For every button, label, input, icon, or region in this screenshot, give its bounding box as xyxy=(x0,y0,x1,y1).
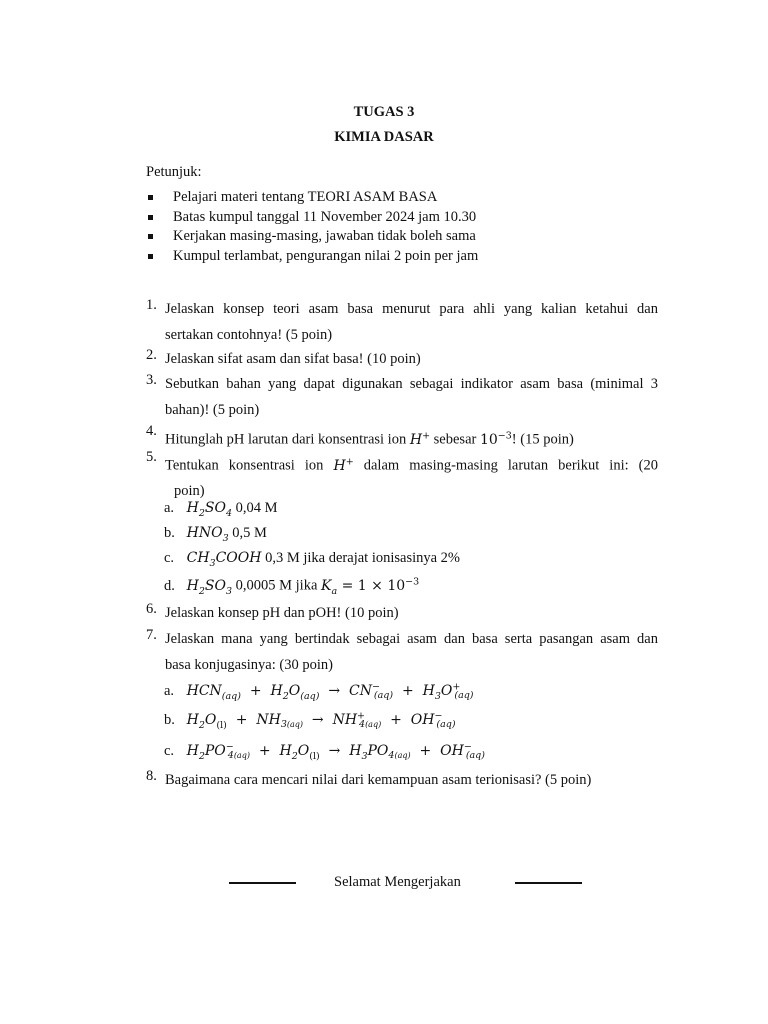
title-line-2: KIMIA DASAR xyxy=(334,129,434,145)
instructions-heading: Petunjuk: xyxy=(146,164,202,180)
question-5d: d. $H_2SO_3$ 0,0005 M jika $K_a = 1 \times 10^{-3}$ xyxy=(164,576,420,597)
equation-nh3: $H_2O_{(l)} + NH_{3(aq)} \to NH^+_{4(aq)} + OH^-_{(aq)}$ xyxy=(186,710,456,731)
formula-h2so4: $H_2SO_4$ xyxy=(186,500,233,519)
formula-ka: $K_a = 1 \times 10^{-3}$ xyxy=(321,576,420,597)
question-6: 6. Jelaskan konsep pH dan pOH! (10 poin) xyxy=(146,601,399,621)
question-1: 1. Jelaskan konsep teori asam basa menurut para ahli yang kalian ketahui dan sertakan contohnya! (5 poin) xyxy=(146,297,658,343)
question-5c: c. $CH_3COOH$ 0,3 M jika derajat ionisasinya 2% xyxy=(164,550,461,569)
question-4: 4. Hitunglah pH larutan dari konsentrasi ion H+ sebesar $10^{-3}$! (15 poin) xyxy=(146,423,574,448)
footer-divider-left xyxy=(229,882,296,884)
equation-hcn: $HCN_{(aq)} + H_2O_{(aq)} \to CN^-_{(aq)} + H_3O^+_{(aq)}$ xyxy=(186,681,474,702)
instruction-item: Pelajari materi tentang TEORI ASAM BASA xyxy=(146,188,478,208)
formula-h-plus: H+ xyxy=(409,430,431,448)
footer-divider-right xyxy=(515,882,582,884)
formula-hno3: $HNO_3$ xyxy=(186,525,229,544)
question-5b: b. $HNO_3$ 0,5 M xyxy=(164,525,267,544)
instructions-list xyxy=(146,188,478,266)
title-line-1: TUGAS 3 xyxy=(353,104,415,120)
question-2: 2. Jelaskan sifat asam dan sifat basa! (10 poin) xyxy=(146,347,421,367)
instruction-item: Batas kumpul tanggal 11 November 2024 jam 10.30 xyxy=(146,208,478,228)
bullet-square-icon xyxy=(148,195,153,200)
formula-ch3cooh: $CH_3COOH$ xyxy=(186,550,262,569)
question-3: 3. Sebutkan bahan yang dapat digunakan sebagai indikator asam basa (minimal 3 bahan)! (5 poin) xyxy=(146,372,658,418)
question-7: 7. Jelaskan mana yang bertindak sebagai asam dan basa serta pasangan asam dan basa konjugasinya: (30 poin) xyxy=(146,627,658,673)
question-7c: c. $H_2PO^-_{4(aq)} + H_2O_{(l)} \to H_3PO_{4(aq)} + OH^-_{(aq)}$ xyxy=(164,741,485,762)
question-8: 8. Bagaimana cara mencari nilai dari kemampuan asam terionisasi? (5 poin) xyxy=(146,768,592,788)
question-7a: a. $HCN_{(aq)} + H_2O_{(aq)} \to CN^-_{(aq)} + H_3O^+_{(aq)}$ xyxy=(164,681,474,702)
bullet-square-icon xyxy=(148,254,153,259)
instruction-item: Kumpul terlambat, pengurangan nilai 2 poin per jam xyxy=(146,247,478,267)
question-7b: b. $H_2O_{(l)} + NH_{3(aq)} \to NH^+_{4(aq)} + OH^-_{(aq)}$ xyxy=(164,710,456,731)
instruction-item: Kerjakan masing-masing, jawaban tidak boleh sama xyxy=(146,227,478,247)
bullet-square-icon xyxy=(148,215,153,220)
formula-ten-neg3: $10^{-3}$ xyxy=(479,430,512,448)
equation-h2po4: $H_2PO^-_{4(aq)} + H_2O_{(l)} \to H_3PO_{4(aq)} + OH^-_{(aq)}$ xyxy=(186,741,485,762)
formula-h2so3: $H_2SO_3$ xyxy=(186,577,233,597)
formula-h-plus: H+ xyxy=(333,456,354,474)
footer-text: Selamat Mengerjakan xyxy=(334,874,461,890)
question-5: 5. Tentukan konsentrasi ion H+ dalam masing-masing larutan berikut ini: (20 poin) xyxy=(146,449,659,500)
bullet-square-icon xyxy=(148,234,153,239)
question-5a: a. $H_2SO_4$ 0,04 M xyxy=(164,500,278,519)
